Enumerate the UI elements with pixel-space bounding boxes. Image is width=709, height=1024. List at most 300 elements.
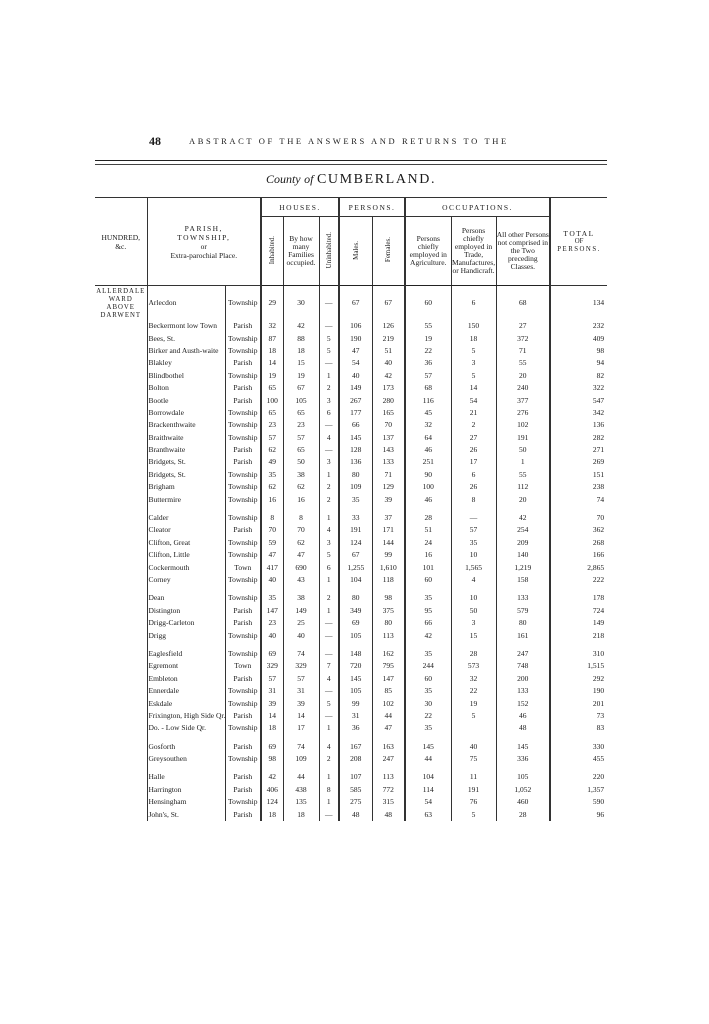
place-type: Township bbox=[225, 549, 261, 561]
table-row bbox=[95, 710, 607, 722]
trade-value: 5 bbox=[451, 345, 496, 357]
agriculture-value: 35 bbox=[405, 648, 451, 660]
table-row bbox=[95, 808, 607, 820]
table-row bbox=[95, 605, 607, 617]
inhabited-value: 40 bbox=[261, 574, 283, 586]
hundred-empty bbox=[95, 481, 147, 493]
table-row bbox=[95, 722, 607, 734]
agriculture-value: 45 bbox=[405, 407, 451, 419]
parish-name: Egremont bbox=[147, 660, 225, 672]
place-type: Township bbox=[225, 574, 261, 586]
inhabited-value: 39 bbox=[261, 697, 283, 709]
parish-name: Bees, St. bbox=[147, 332, 225, 344]
hundred-empty bbox=[95, 753, 147, 765]
inhabited-value: 18 bbox=[261, 345, 283, 357]
parish-name: Arlecdon bbox=[147, 286, 225, 321]
females-value: 44 bbox=[372, 710, 405, 722]
table-row bbox=[95, 796, 607, 808]
agriculture-label: Persons chiefly employed in Agriculture. bbox=[409, 234, 447, 267]
total-value: 238 bbox=[550, 481, 607, 493]
table-row bbox=[95, 741, 607, 753]
other-value: 161 bbox=[496, 629, 550, 641]
hundred-empty bbox=[95, 784, 147, 796]
table-row bbox=[95, 574, 607, 586]
place-type: Town bbox=[225, 561, 261, 573]
hundred-empty bbox=[95, 574, 147, 586]
inhabited-value: 16 bbox=[261, 493, 283, 505]
table-row bbox=[95, 549, 607, 561]
agriculture-value: 16 bbox=[405, 549, 451, 561]
families-value: 70 bbox=[283, 524, 319, 536]
table-row bbox=[95, 685, 607, 697]
hundred-empty bbox=[95, 332, 147, 344]
place-type: Township bbox=[225, 345, 261, 357]
header-rule bbox=[95, 160, 607, 161]
trade-value: 5 bbox=[451, 370, 496, 382]
males-value: 104 bbox=[339, 574, 372, 586]
running-title: ABSTRACT OF THE ANSWERS AND RETURNS TO THE bbox=[189, 136, 509, 146]
trade-value: 3 bbox=[451, 357, 496, 369]
other-value: 68 bbox=[496, 286, 550, 321]
inhabited-value: 29 bbox=[261, 286, 283, 321]
table-row bbox=[95, 394, 607, 406]
table-row bbox=[95, 370, 607, 382]
parish-name: Birker and Austh-waite bbox=[147, 345, 225, 357]
females-header bbox=[372, 217, 405, 286]
families-value: 438 bbox=[283, 784, 319, 796]
females-value: 51 bbox=[372, 345, 405, 357]
table-row bbox=[95, 648, 607, 660]
females-value: 40 bbox=[372, 357, 405, 369]
total-value: 271 bbox=[550, 444, 607, 456]
inhabited-value: 23 bbox=[261, 617, 283, 629]
males-value: 177 bbox=[339, 407, 372, 419]
place-type: Parish bbox=[225, 382, 261, 394]
uninhabited-value: — bbox=[319, 685, 339, 697]
hundred-empty bbox=[95, 524, 147, 536]
agriculture-value: 60 bbox=[405, 574, 451, 586]
parish-name: Brackenthwaite bbox=[147, 419, 225, 431]
place-type: Parish bbox=[225, 771, 261, 783]
families-value: 40 bbox=[283, 629, 319, 641]
agriculture-header bbox=[405, 217, 451, 286]
agriculture-value: 22 bbox=[405, 710, 451, 722]
females-value: 99 bbox=[372, 549, 405, 561]
total-value: 268 bbox=[550, 537, 607, 549]
males-value: 69 bbox=[339, 617, 372, 629]
hundred-empty bbox=[95, 722, 147, 734]
females-value: 133 bbox=[372, 456, 405, 468]
families-value: 23 bbox=[283, 419, 319, 431]
inhabited-value: 14 bbox=[261, 710, 283, 722]
parish-name: Drigg bbox=[147, 629, 225, 641]
uninhabited-value: 1 bbox=[319, 574, 339, 586]
total-value: 292 bbox=[550, 673, 607, 685]
males-value: 128 bbox=[339, 444, 372, 456]
parish-name: Bridgets, St. bbox=[147, 456, 225, 468]
hundred-empty bbox=[95, 419, 147, 431]
table-row bbox=[95, 444, 607, 456]
other-value: 80 bbox=[496, 617, 550, 629]
agriculture-value: 35 bbox=[405, 592, 451, 604]
inhabited-value: 14 bbox=[261, 357, 283, 369]
females-value: 137 bbox=[372, 432, 405, 444]
other-value: 377 bbox=[496, 394, 550, 406]
uninhabited-value: 4 bbox=[319, 432, 339, 444]
females-value: 71 bbox=[372, 469, 405, 481]
females-value: 171 bbox=[372, 524, 405, 536]
agriculture-value: 60 bbox=[405, 673, 451, 685]
parish-name: Halle bbox=[147, 771, 225, 783]
total-value: 136 bbox=[550, 419, 607, 431]
agriculture-value: 116 bbox=[405, 394, 451, 406]
county-name: CUMBERLAND. bbox=[316, 172, 437, 187]
agriculture-value: 90 bbox=[405, 469, 451, 481]
table-row bbox=[95, 784, 607, 796]
table-row bbox=[95, 469, 607, 481]
families-value: 57 bbox=[283, 673, 319, 685]
hundred-empty bbox=[95, 741, 147, 753]
families-value: 43 bbox=[283, 574, 319, 586]
hundred-empty bbox=[95, 537, 147, 549]
inhabited-value: 147 bbox=[261, 605, 283, 617]
inhabited-value: 23 bbox=[261, 419, 283, 431]
place-type: Parish bbox=[225, 320, 261, 332]
trade-value: 8 bbox=[451, 493, 496, 505]
agriculture-value: 44 bbox=[405, 753, 451, 765]
males-value: 148 bbox=[339, 648, 372, 660]
occupations-header: OCCUPATIONS. bbox=[405, 198, 550, 217]
persons-header: PERSONS. bbox=[339, 198, 405, 217]
trade-value: 5 bbox=[451, 808, 496, 820]
males-value: 190 bbox=[339, 332, 372, 344]
county-prefix: County bbox=[265, 172, 301, 186]
total-header-line3: PERSONS. bbox=[557, 246, 601, 253]
females-value: 147 bbox=[372, 673, 405, 685]
inhabited-value: 124 bbox=[261, 796, 283, 808]
uninhabited-value: 1 bbox=[319, 512, 339, 524]
other-value: 1,052 bbox=[496, 784, 550, 796]
place-type: Parish bbox=[225, 808, 261, 820]
table-row bbox=[95, 524, 607, 536]
inhabited-value: 65 bbox=[261, 382, 283, 394]
other-value: 28 bbox=[496, 808, 550, 820]
agriculture-value: 42 bbox=[405, 629, 451, 641]
other-value: 209 bbox=[496, 537, 550, 549]
females-value: 102 bbox=[372, 697, 405, 709]
uninhabited-value: 6 bbox=[319, 561, 339, 573]
place-type: Township bbox=[225, 722, 261, 734]
males-value: 167 bbox=[339, 741, 372, 753]
males-value: 208 bbox=[339, 753, 372, 765]
table-row bbox=[95, 771, 607, 783]
agriculture-value: 68 bbox=[405, 382, 451, 394]
families-value: 38 bbox=[283, 592, 319, 604]
uninhabited-value: 3 bbox=[319, 537, 339, 549]
trade-value: 4 bbox=[451, 574, 496, 586]
total-header-line2: OF bbox=[574, 237, 584, 245]
females-value: 129 bbox=[372, 481, 405, 493]
females-value: 113 bbox=[372, 771, 405, 783]
uninhabited-value: 5 bbox=[319, 345, 339, 357]
table-row bbox=[95, 357, 607, 369]
trade-value: 6 bbox=[451, 469, 496, 481]
families-value: 31 bbox=[283, 685, 319, 697]
hundred-empty bbox=[95, 629, 147, 641]
trade-value: 5 bbox=[451, 710, 496, 722]
agriculture-value: 145 bbox=[405, 741, 451, 753]
total-value: 190 bbox=[550, 685, 607, 697]
uninhabited-value: 1 bbox=[319, 796, 339, 808]
parish-name: Bolton bbox=[147, 382, 225, 394]
total-value: 134 bbox=[550, 286, 607, 321]
place-type: Parish bbox=[225, 605, 261, 617]
parish-name: Calder bbox=[147, 512, 225, 524]
other-value: 102 bbox=[496, 419, 550, 431]
families-value: 149 bbox=[283, 605, 319, 617]
place-type: Township bbox=[225, 685, 261, 697]
place-type: Township bbox=[225, 332, 261, 344]
place-type: Township bbox=[225, 370, 261, 382]
parish-header-line2: TOWNSHIP, bbox=[177, 232, 231, 242]
females-value: 47 bbox=[372, 722, 405, 734]
hundred-header-label: HUNDRED, bbox=[101, 232, 141, 242]
families-value: 57 bbox=[283, 432, 319, 444]
females-value: 118 bbox=[372, 574, 405, 586]
hundred-header bbox=[95, 198, 147, 286]
hundred-empty bbox=[95, 660, 147, 672]
table-row bbox=[95, 432, 607, 444]
families-value: 105 bbox=[283, 394, 319, 406]
hundred-empty bbox=[95, 432, 147, 444]
parish-name: Greysouthen bbox=[147, 753, 225, 765]
agriculture-value: 51 bbox=[405, 524, 451, 536]
males-value: 67 bbox=[339, 549, 372, 561]
females-value: 163 bbox=[372, 741, 405, 753]
trade-header bbox=[451, 217, 496, 286]
females-value: 772 bbox=[372, 784, 405, 796]
trade-label: Persons chiefly employed in Trade, Manufactures, or Handicraft. bbox=[451, 226, 496, 275]
total-value: 330 bbox=[550, 741, 607, 753]
trade-value: 26 bbox=[451, 481, 496, 493]
table-row bbox=[95, 537, 607, 549]
parish-name: Blindbothel bbox=[147, 370, 225, 382]
total-value: 70 bbox=[550, 512, 607, 524]
total-value: 362 bbox=[550, 524, 607, 536]
table-row bbox=[95, 512, 607, 524]
other-value: 240 bbox=[496, 382, 550, 394]
inhabited-value: 406 bbox=[261, 784, 283, 796]
other-value: 55 bbox=[496, 469, 550, 481]
trade-value: 191 bbox=[451, 784, 496, 796]
females-value: 144 bbox=[372, 537, 405, 549]
agriculture-value: 101 bbox=[405, 561, 451, 573]
other-value: 71 bbox=[496, 345, 550, 357]
table-row bbox=[95, 629, 607, 641]
inhabited-value: 35 bbox=[261, 592, 283, 604]
total-value: 310 bbox=[550, 648, 607, 660]
county-title bbox=[95, 172, 607, 188]
females-value: 247 bbox=[372, 753, 405, 765]
total-value: 94 bbox=[550, 357, 607, 369]
trade-value: 28 bbox=[451, 648, 496, 660]
males-value: 105 bbox=[339, 685, 372, 697]
males-value: 145 bbox=[339, 673, 372, 685]
inhabited-header bbox=[261, 217, 283, 286]
trade-value: 26 bbox=[451, 444, 496, 456]
families-value: 38 bbox=[283, 469, 319, 481]
trade-value: 150 bbox=[451, 320, 496, 332]
families-value: 50 bbox=[283, 456, 319, 468]
place-type: Township bbox=[225, 407, 261, 419]
males-value: 36 bbox=[339, 722, 372, 734]
agriculture-value: 46 bbox=[405, 493, 451, 505]
uninhabited-value: 7 bbox=[319, 660, 339, 672]
total-value: 220 bbox=[550, 771, 607, 783]
trade-value: 2 bbox=[451, 419, 496, 431]
parish-name: Drigg-Carleton bbox=[147, 617, 225, 629]
males-value: 105 bbox=[339, 629, 372, 641]
place-type: Township bbox=[225, 432, 261, 444]
trade-value: 10 bbox=[451, 592, 496, 604]
females-value: 143 bbox=[372, 444, 405, 456]
males-value: 1,255 bbox=[339, 561, 372, 573]
agriculture-value: 100 bbox=[405, 481, 451, 493]
agriculture-value: 57 bbox=[405, 370, 451, 382]
hundred-empty bbox=[95, 382, 147, 394]
agriculture-value: 22 bbox=[405, 345, 451, 357]
trade-value bbox=[451, 722, 496, 734]
parish-name: Harrington bbox=[147, 784, 225, 796]
agriculture-value: 114 bbox=[405, 784, 451, 796]
males-value: 124 bbox=[339, 537, 372, 549]
males-value: 275 bbox=[339, 796, 372, 808]
families-value: 47 bbox=[283, 549, 319, 561]
families-value: 690 bbox=[283, 561, 319, 573]
uninhabited-value: 2 bbox=[319, 493, 339, 505]
inhabited-value: 59 bbox=[261, 537, 283, 549]
table-row bbox=[95, 673, 607, 685]
uninhabited-value: — bbox=[319, 357, 339, 369]
total-value: 83 bbox=[550, 722, 607, 734]
inhabited-label: Inhabited. bbox=[268, 235, 277, 265]
inhabited-value: 49 bbox=[261, 456, 283, 468]
inhabited-value: 18 bbox=[261, 722, 283, 734]
agriculture-value: 19 bbox=[405, 332, 451, 344]
table-row bbox=[95, 382, 607, 394]
other-value: 112 bbox=[496, 481, 550, 493]
inhabited-value: 62 bbox=[261, 444, 283, 456]
total-value: 409 bbox=[550, 332, 607, 344]
males-value: 31 bbox=[339, 710, 372, 722]
females-value: 126 bbox=[372, 320, 405, 332]
table-row bbox=[95, 561, 607, 573]
agriculture-value: 35 bbox=[405, 685, 451, 697]
hundred-empty bbox=[95, 605, 147, 617]
inhabited-value: 100 bbox=[261, 394, 283, 406]
uninhabited-value: 2 bbox=[319, 753, 339, 765]
families-value: 62 bbox=[283, 537, 319, 549]
table-row bbox=[95, 320, 607, 332]
parish-name: Bootle bbox=[147, 394, 225, 406]
females-value: 67 bbox=[372, 286, 405, 321]
agriculture-value: 36 bbox=[405, 357, 451, 369]
uninhabited-value: 2 bbox=[319, 382, 339, 394]
total-value: 322 bbox=[550, 382, 607, 394]
families-value: 135 bbox=[283, 796, 319, 808]
males-value: 106 bbox=[339, 320, 372, 332]
trade-value: 75 bbox=[451, 753, 496, 765]
hundred-empty bbox=[95, 561, 147, 573]
trade-value: 50 bbox=[451, 605, 496, 617]
uninhabited-value: 1 bbox=[319, 370, 339, 382]
males-value: 33 bbox=[339, 512, 372, 524]
families-value: 25 bbox=[283, 617, 319, 629]
families-value: 16 bbox=[283, 493, 319, 505]
uninhabited-value: — bbox=[319, 419, 339, 431]
other-value: 105 bbox=[496, 771, 550, 783]
families-header bbox=[283, 217, 319, 286]
inhabited-value: 32 bbox=[261, 320, 283, 332]
parish-name: Beckermont low Town bbox=[147, 320, 225, 332]
females-value: 37 bbox=[372, 512, 405, 524]
uninhabited-value: — bbox=[319, 617, 339, 629]
males-value: 54 bbox=[339, 357, 372, 369]
hundred-empty bbox=[95, 345, 147, 357]
place-type: Township bbox=[225, 469, 261, 481]
hundred-empty bbox=[95, 357, 147, 369]
other-value: 152 bbox=[496, 697, 550, 709]
agriculture-value: 30 bbox=[405, 697, 451, 709]
total-value: 201 bbox=[550, 697, 607, 709]
hundred-header-sub: &c. bbox=[115, 241, 127, 251]
parish-name: John's, St. bbox=[147, 808, 225, 820]
uninhabited-value: 6 bbox=[319, 407, 339, 419]
parish-name: Borrowdale bbox=[147, 407, 225, 419]
uninhabited-value: 1 bbox=[319, 605, 339, 617]
families-value: 65 bbox=[283, 407, 319, 419]
hundred-empty bbox=[95, 469, 147, 481]
agriculture-value: 251 bbox=[405, 456, 451, 468]
hundred-empty bbox=[95, 592, 147, 604]
parish-name: Dean bbox=[147, 592, 225, 604]
trade-value: 19 bbox=[451, 697, 496, 709]
hundred-empty bbox=[95, 771, 147, 783]
agriculture-value: 63 bbox=[405, 808, 451, 820]
parish-header bbox=[147, 198, 261, 286]
total-value: 724 bbox=[550, 605, 607, 617]
trade-value: 27 bbox=[451, 432, 496, 444]
trade-value: 1,565 bbox=[451, 561, 496, 573]
males-value: 109 bbox=[339, 481, 372, 493]
females-value: 162 bbox=[372, 648, 405, 660]
place-type: Parish bbox=[225, 444, 261, 456]
families-value: 18 bbox=[283, 808, 319, 820]
males-value: 136 bbox=[339, 456, 372, 468]
parish-name: Do. - Low Side Qr. bbox=[147, 722, 225, 734]
agriculture-value: 95 bbox=[405, 605, 451, 617]
males-value: 67 bbox=[339, 286, 372, 321]
census-table-wrap bbox=[95, 197, 607, 821]
place-type: Township bbox=[225, 481, 261, 493]
uninhabited-label: Uninhabited. bbox=[324, 231, 333, 269]
trade-value: 35 bbox=[451, 537, 496, 549]
inhabited-value: 57 bbox=[261, 673, 283, 685]
parish-name: Braithwaite bbox=[147, 432, 225, 444]
total-value: 222 bbox=[550, 574, 607, 586]
trade-value: 21 bbox=[451, 407, 496, 419]
uninhabited-value: — bbox=[319, 286, 339, 321]
